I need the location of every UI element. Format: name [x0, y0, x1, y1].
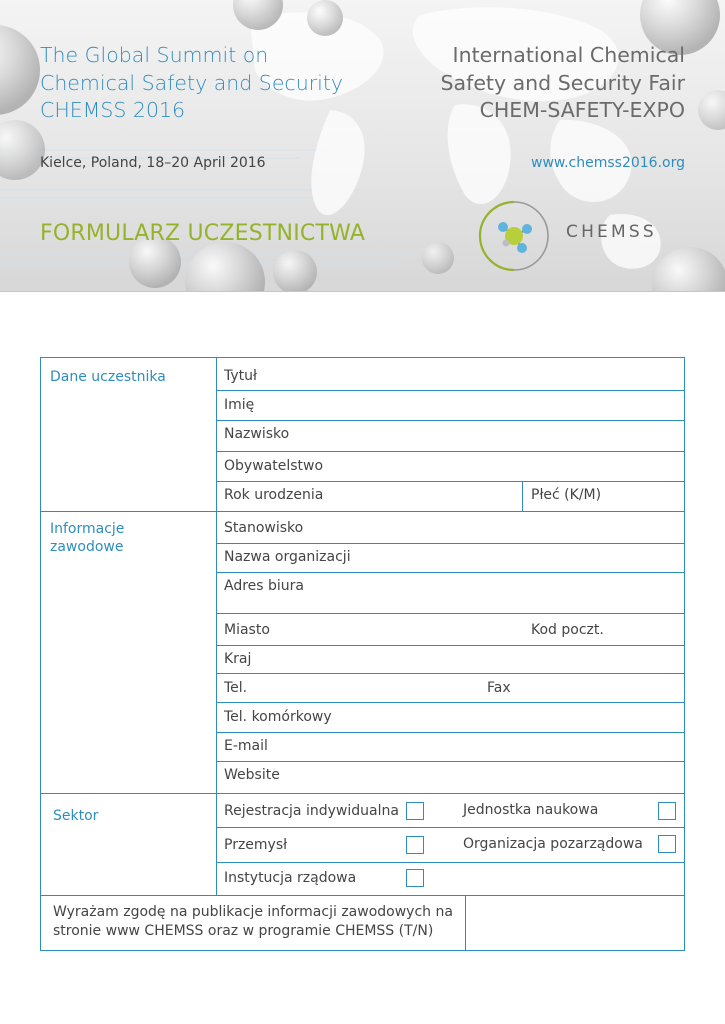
consent-text — [53, 903, 453, 941]
summit-title — [40, 42, 370, 125]
field-mobile[interactable]: Tel. komórkowy — [224, 709, 332, 725]
section-participant-label: Dane uczestnika — [50, 369, 166, 385]
checkbox-government[interactable] — [406, 869, 424, 887]
field-title[interactable]: Tytuł — [224, 368, 257, 384]
fair-title-line: CHEM-SAFETY-EXPO — [479, 98, 685, 122]
field-office-address[interactable]: Adres biura — [224, 578, 305, 594]
option-government-label: Instytucja rządowa — [224, 870, 357, 886]
option-scientific-label: Jednostka naukowa — [463, 802, 599, 818]
molecule-icon — [476, 198, 552, 274]
field-phone[interactable]: Tel. — [224, 680, 248, 696]
fair-title — [355, 42, 685, 125]
consent-line: stronie www CHEMSS oraz w programie CHEMSS (T/N) — [53, 923, 434, 939]
fair-title-line: International Chemical — [452, 43, 685, 67]
section-divider — [41, 793, 685, 794]
field-first-name[interactable]: Imię — [224, 397, 255, 413]
summit-title-line: The Global Summit on — [40, 43, 269, 67]
cell-divider — [522, 481, 523, 511]
section-label-line: Informacje — [50, 521, 125, 537]
row-divider — [216, 862, 685, 863]
checkbox-individual[interactable] — [406, 802, 424, 820]
form-title: FORMULARZ UCZESTNICTWA — [40, 221, 366, 246]
column-divider — [216, 358, 217, 794]
field-citizenship[interactable]: Obywatelstwo — [224, 458, 324, 474]
field-organization[interactable]: Nazwa organizacji — [224, 549, 351, 565]
consent-divider — [465, 895, 466, 950]
row-divider — [216, 451, 685, 452]
consent-line: Wyrażam zgodę na publikacje informacji zawodowych na — [53, 904, 453, 920]
registration-form — [40, 357, 685, 951]
section-divider — [41, 895, 685, 896]
row-divider — [216, 732, 685, 733]
checkbox-industry[interactable] — [406, 836, 424, 854]
checkbox-scientific[interactable] — [658, 802, 676, 820]
row-divider — [216, 673, 685, 674]
field-email[interactable]: E-mail — [224, 738, 268, 754]
section-label-line: zawodowe — [50, 539, 124, 555]
location-date: Kielce, Poland, 18–20 April 2016 — [40, 155, 266, 171]
field-last-name[interactable]: Nazwisko — [224, 426, 290, 442]
row-divider — [216, 390, 685, 391]
field-fax[interactable]: Fax — [487, 680, 511, 696]
field-website[interactable]: Website — [224, 767, 280, 783]
field-city[interactable]: Miasto — [224, 622, 270, 638]
logo-text: CHEMSS — [566, 222, 657, 242]
column-divider — [216, 794, 217, 895]
option-industry-label: Przemysł — [224, 837, 288, 853]
row-divider — [216, 761, 685, 762]
field-gender[interactable]: Płeć (K/M) — [531, 487, 602, 503]
row-divider — [216, 481, 685, 482]
row-divider — [216, 613, 685, 614]
header-banner — [0, 0, 725, 292]
checkbox-ngo[interactable] — [658, 835, 676, 853]
option-individual-label: Rejestracja indywidualna — [224, 803, 399, 819]
field-postal-code[interactable]: Kod poczt. — [531, 622, 604, 638]
option-ngo-label: Organizacja pozarządowa — [463, 836, 643, 852]
section-professional-label — [50, 520, 124, 556]
row-divider — [216, 572, 685, 573]
row-divider — [216, 827, 685, 828]
row-divider — [216, 543, 685, 544]
summit-title-line: CHEMSS 2016 — [40, 98, 186, 122]
field-country[interactable]: Kraj — [224, 651, 252, 667]
row-divider — [216, 420, 685, 421]
row-divider — [216, 645, 685, 646]
field-position[interactable]: Stanowisko — [224, 520, 304, 536]
website-link[interactable]: www.chemss2016.org — [531, 155, 685, 171]
section-sector-label: Sektor — [53, 808, 99, 824]
consent-answer-field[interactable] — [467, 897, 683, 949]
field-birth-year[interactable]: Rok urodzenia — [224, 487, 324, 503]
section-divider — [41, 511, 685, 512]
summit-title-line: Chemical Safety and Security — [40, 70, 343, 95]
row-divider — [216, 702, 685, 703]
fair-title-line: Safety and Security Fair — [440, 70, 685, 95]
